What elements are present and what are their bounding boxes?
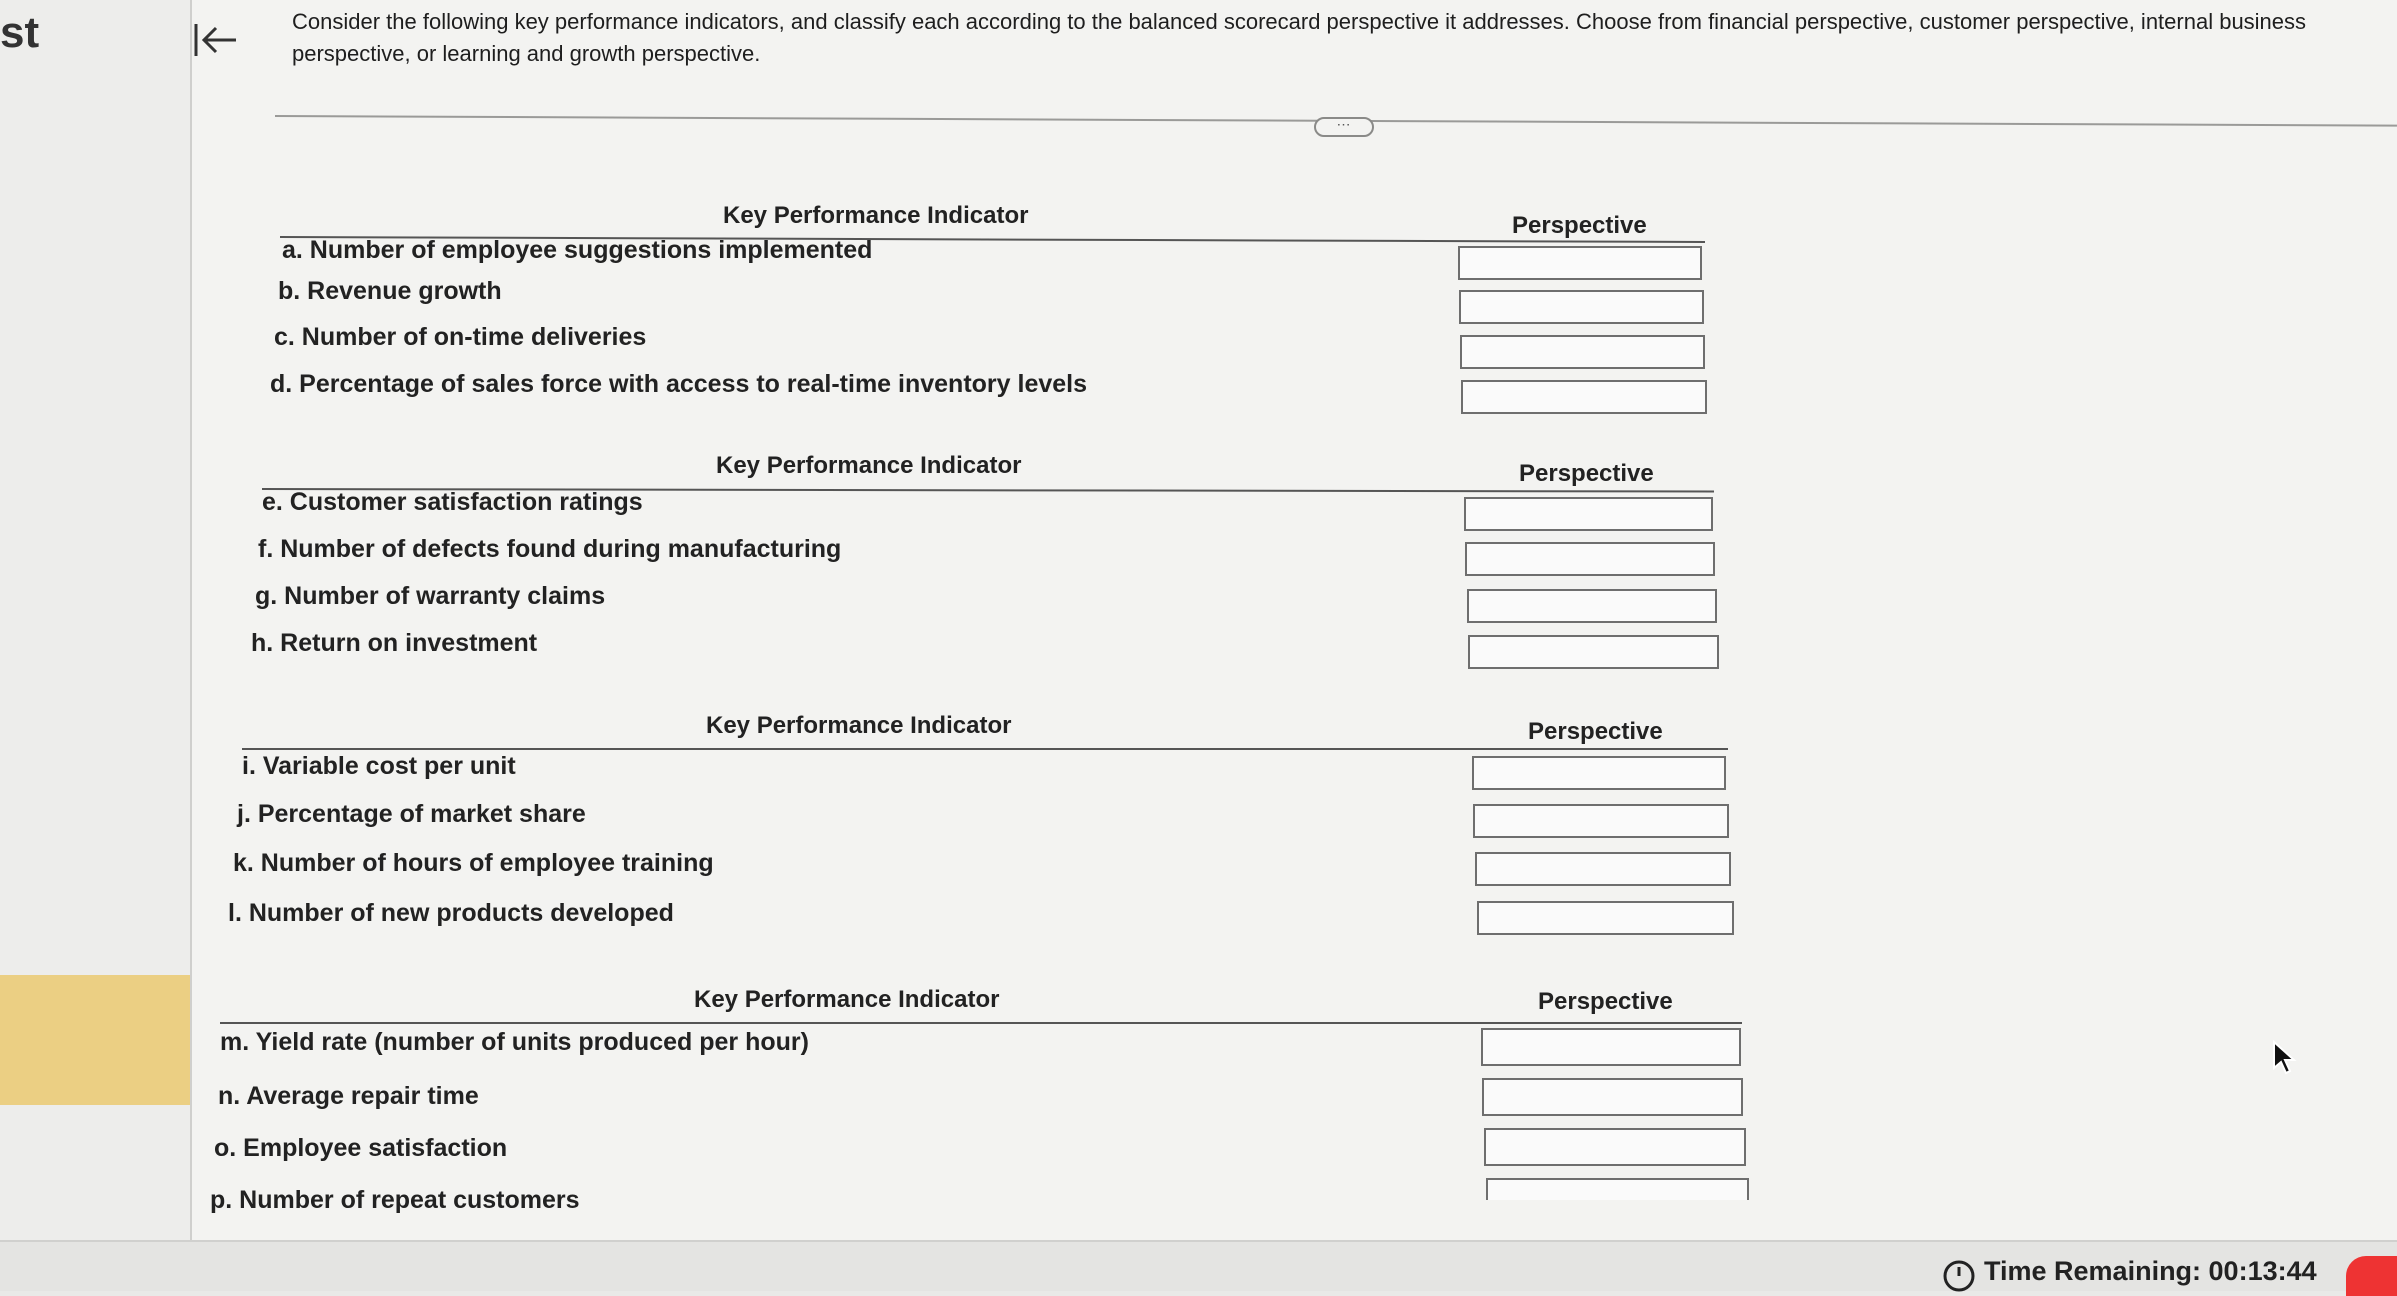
left-rail	[0, 0, 192, 1240]
perspective-header: Perspective	[1519, 460, 1654, 487]
more-button[interactable]: ⋯	[1314, 117, 1374, 137]
perspective-select-f[interactable]	[1465, 542, 1715, 576]
perspective-select-d[interactable]	[1461, 380, 1707, 414]
perspective-select-o[interactable]	[1484, 1128, 1746, 1166]
kpi-row-i: i. Variable cost per unit	[242, 752, 516, 780]
perspective-header: Perspective	[1528, 718, 1663, 745]
kpi-row-p: p. Number of repeat customers	[210, 1186, 580, 1214]
perspective-header: Perspective	[1512, 212, 1647, 239]
perspective-select-l[interactable]	[1477, 901, 1734, 935]
perspective-select-h[interactable]	[1468, 635, 1719, 669]
time-remaining	[1940, 1256, 2317, 1287]
kpi-row-n: n. Average repair time	[218, 1082, 479, 1110]
kpi-header: Key Performance Indicator	[716, 452, 1022, 479]
kpi-row-j: j. Percentage of market share	[237, 800, 586, 828]
perspective-select-a[interactable]	[1458, 246, 1702, 280]
kpi-row-d: d. Percentage of sales force with access to real-time inventory levels	[270, 370, 1088, 398]
kpi-header: Key Performance Indicator	[694, 986, 1000, 1013]
perspective-select-i[interactable]	[1472, 756, 1726, 790]
kpi-row-a: a. Number of employee suggestions implemented	[282, 236, 873, 264]
perspective-select-e[interactable]	[1464, 497, 1713, 531]
kpi-row-e: e. Customer satisfaction ratings	[262, 488, 643, 516]
kpi-row-b: b. Revenue growth	[278, 277, 502, 305]
perspective-header: Perspective	[1538, 988, 1673, 1015]
kpi-row-o: o. Employee satisfaction	[214, 1134, 508, 1162]
collapse-left-icon[interactable]	[192, 18, 240, 62]
perspective-select-p[interactable]	[1486, 1178, 1749, 1200]
kpi-row-g: g. Number of warranty claims	[255, 582, 606, 610]
kpi-header: Key Performance Indicator	[723, 202, 1029, 229]
kpi-row-h: h. Return on investment	[251, 629, 538, 657]
perspective-select-g[interactable]	[1467, 589, 1717, 623]
kpi-header: Key Performance Indicator	[706, 712, 1012, 739]
kpi-row-m: m. Yield rate (number of units produced per hour)	[220, 1028, 809, 1056]
mouse-cursor-icon	[2272, 1040, 2300, 1076]
kpi-row-k: k. Number of hours of employee training	[233, 849, 714, 877]
perspective-select-c[interactable]	[1460, 335, 1705, 369]
question-text: Consider the following key performance indicators, and classify each according to the balanced scorecard perspective it addresses. Choose from financial perspective, customer perspective, internal business perspective, or learning and growth perspective.	[292, 9, 2307, 66]
perspective-select-n[interactable]	[1482, 1078, 1743, 1116]
kpi-row-l: l. Number of new products developed	[228, 899, 674, 927]
rail-label: st	[0, 8, 40, 57]
perspective-select-j[interactable]	[1473, 804, 1729, 838]
perspective-select-k[interactable]	[1475, 852, 1731, 886]
perspective-select-b[interactable]	[1459, 290, 1704, 324]
kpi-row-f: f. Number of defects found during manufacturing	[258, 535, 842, 563]
kpi-row-c: c. Number of on-time deliveries	[274, 323, 647, 351]
red-tab[interactable]	[2346, 1256, 2397, 1296]
time-remaining-label: Time Remaining: 00:13:44	[1984, 1256, 2317, 1286]
perspective-select-m[interactable]	[1481, 1028, 1741, 1066]
rail-highlight	[0, 975, 190, 1105]
header-rule	[220, 1022, 1742, 1024]
header-rule	[242, 748, 1728, 750]
